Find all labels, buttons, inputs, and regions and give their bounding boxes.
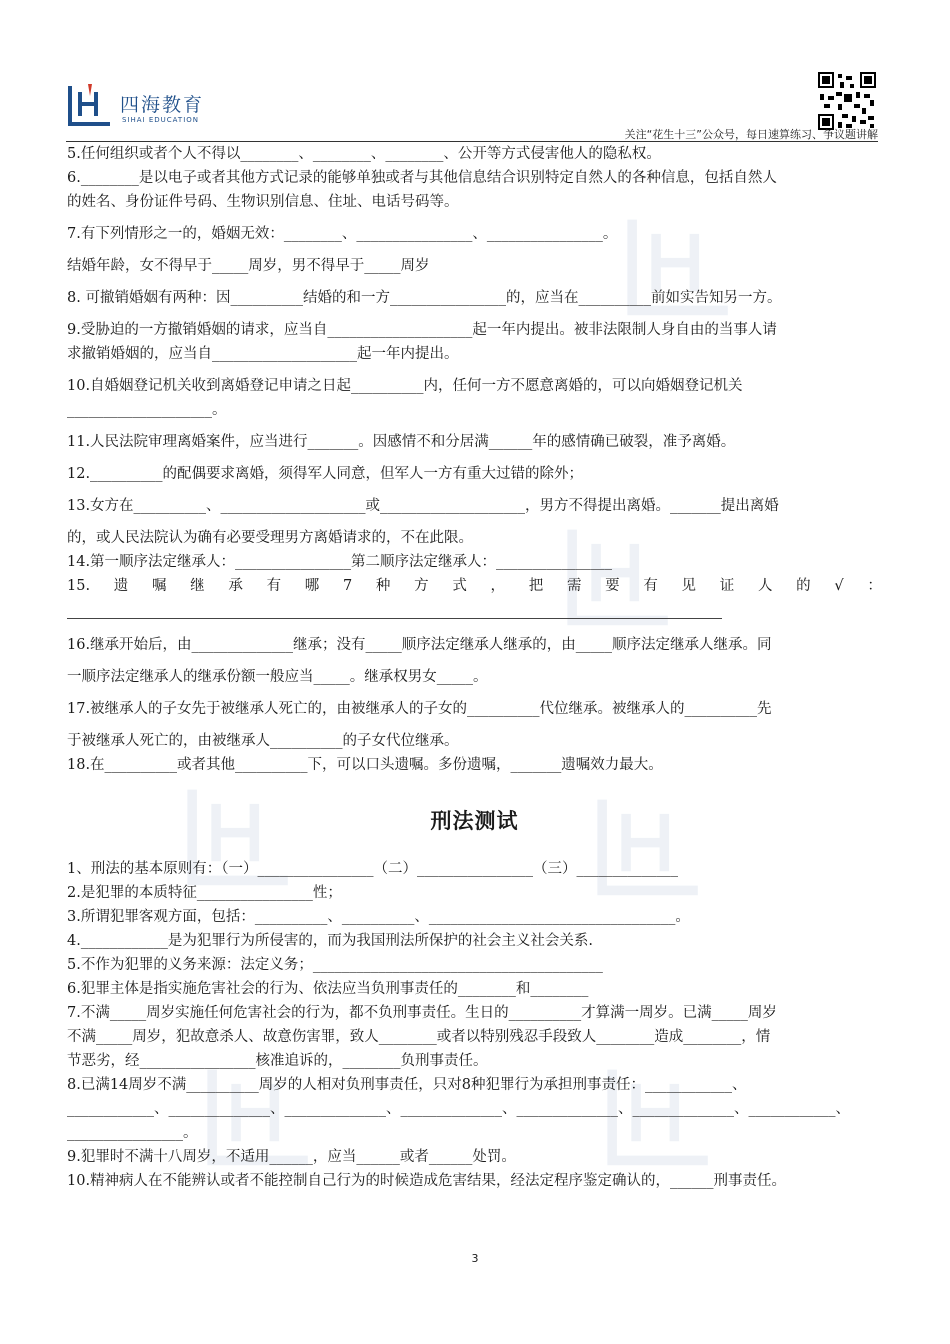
logo-text: 四海教育 [120,94,205,116]
question-line: 5.不作为犯罪的义务来源：法定义务；________________________________________ [67,957,603,973]
question-line: 一顺序法定继承人的继承份额一般应当_____。继承权男女_____。 [67,669,488,685]
logo-subtext: SIHAI EDUCATION [122,116,200,124]
question-line: 3.所谓犯罪客观方面，包括：__________、__________、__________________________________。 [67,909,690,925]
question-line: 11.人民法院审理离婚案件，应当进行_______。因感情不和分居满______年的感情确已破裂，准予离婚。 [67,434,736,450]
document-body [67,142,882,1193]
question-line: ________________。 [67,1125,198,1141]
question-line: 1、刑法的基本原则有：（一）________________（二）________________（三）______________ [67,861,678,877]
qr-code-icon [818,72,876,130]
question-line: 9.犯罪时不满十八周岁，不适用______，应当______或者______处罚。 [67,1149,516,1165]
brand-logo [66,82,266,132]
question-line: 于被继承人死亡的，由被继承人__________的子女代位继承。 [67,733,459,749]
question-line: 10.精神病人在不能辨认或者不能控制自己行为的时候造成危害结果，经法定程序鉴定确认的，______刑事责任。 [67,1173,787,1189]
question-line: 17.被继承人的子女先于被继承人死亡的，由被继承人的子女的__________代位继承。被继承人的__________先 [67,701,772,717]
question-line: 14.第一顺序法定继承人：________________第二顺序法定继承人：________________ [67,554,613,570]
question-line: 18.在__________或者其他__________下，可以口头遗嘱。多份遗嘱，_______遗嘱效力最大。 [67,757,663,773]
question-line: 10.自婚姻登记机关收到离婚登记申请之日起__________内，任何一方不愿意离婚的，可以向婚姻登记机关 [67,378,743,394]
question-line: 13.女方在__________、____________________或____________________，男方不得提出离婚。_______提出离婚 [67,498,779,514]
question-line: 的，或人民法院认为确有必要受理男方离婚请求的，不在此限。 [67,530,473,546]
question-line: 的姓名、身份证件号码、生物识别信息、住址、电话号码等。 [67,194,459,210]
page-number: 3 [471,1252,479,1265]
question-line: ____________________。 [67,402,227,418]
question-line: 求撤销婚姻的，应当自____________________起一年内提出。 [67,346,459,362]
question-line: 2.是犯罪的本质特征________________性； [67,885,342,901]
question-line: 7.不满_____周岁实施任何危害社会的行为，都不负刑事责任。生日的__________才算满一周岁。已满_____周岁 [67,1005,777,1021]
question-line: ____________、______________、______________、______________、______________、______________、____________、 [67,1101,850,1117]
logo-icon [66,82,114,128]
question-line: 8. 可撤销婚姻有两种：因__________结婚的和一方________________的，应当在__________前如实告知另一方。 [67,290,782,306]
question-line: 16.继承开始后，由______________继承；没有_____顺序法定继承人继承的，由_____顺序法定继承人继承。同 [67,637,772,653]
question-line: 5.任何组织或者个人不得以________、________、________、公开等方式侵害他人的隐私权。 [67,146,661,162]
question-line: 9.受胁迫的一方撤销婚姻的请求，应当自____________________起一年内提出。被非法限制人身自由的当事人请 [67,322,777,338]
header-note: 关注“花生十三”公众号，每日速算练习、争议题讲解 [624,128,878,141]
question-line: 节恶劣，经________________核准追诉的，________负刑事责任。 [67,1053,488,1069]
question-line: 8.已满14周岁不满__________周岁的人相对负刑事责任，只对8种犯罪行为承担刑事责任：____________、 [67,1077,747,1093]
answer-blank-line [67,598,722,619]
question-line: 4.____________是为犯罪行为所侵害的，而为我国刑法所保护的社会主义社会关系. [67,933,593,949]
question-15-line: 15. 遗 嘱 继 承 有 哪 7 种 方 式 ， 把 需 要 有 见 证 人 的 √ ： [67,578,882,594]
question-line: 7.有下列情形之一的，婚姻无效：________、________________、________________。 [67,226,618,242]
question-line: 12.__________的配偶要求离婚，须得军人同意，但军人一方有重大过错的除外； [67,466,584,482]
question-line: 结婚年龄，女不得早于_____周岁，男不得早于_____周岁 [67,258,430,274]
question-line: 6.犯罪主体是指实施危害社会的行为、依法应当负刑事责任的________和________ [67,981,589,997]
question-line: 6.________是以电子或者其他方式记录的能够单独或者与其他信息结合识别特定自然人的各种信息，包括自然人 [67,170,777,186]
section-title: 刑法测试 [430,809,519,833]
question-line: 不满_____周岁，犯故意杀人、故意伤害罪，致人________或者以特别残忍手段致人________造成________，情 [67,1029,771,1045]
